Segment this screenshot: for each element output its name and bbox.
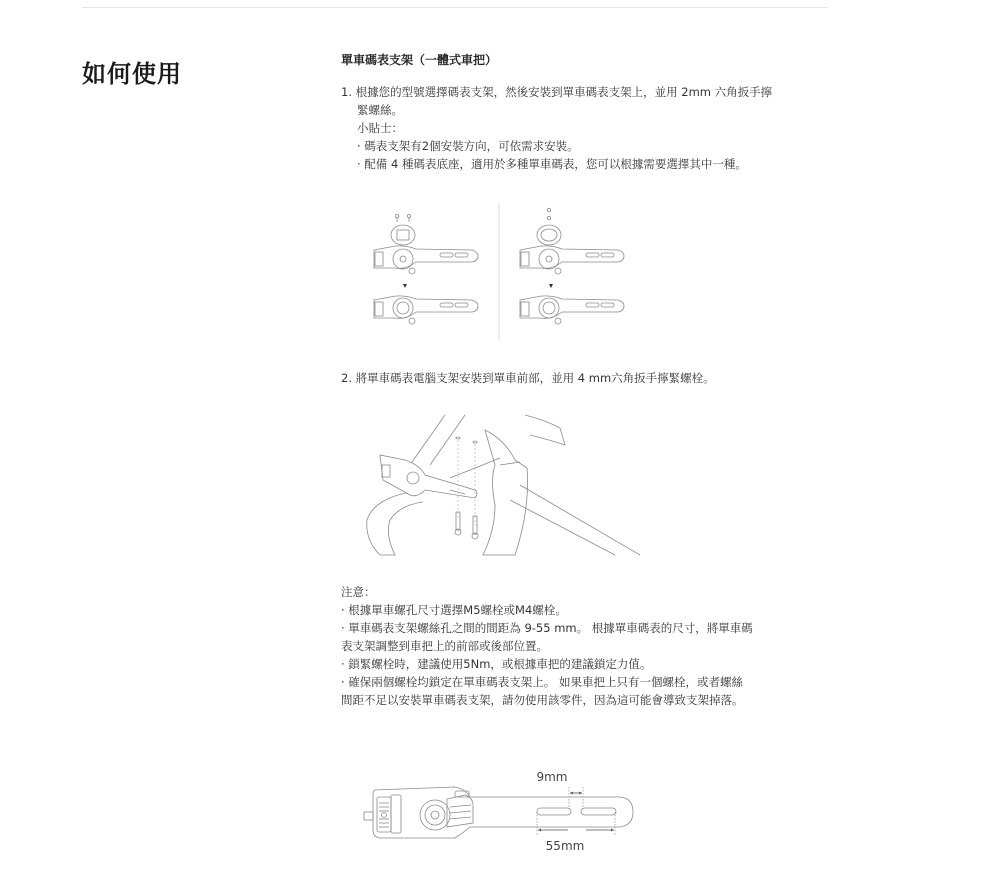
step-2-number: 2. [341, 371, 352, 385]
step-1 [341, 83, 772, 173]
section-title: 如何使用 [82, 60, 182, 88]
tip-item: · 配備 4 種碼表底座，適用於多種單車碼表，您可以根據需要選擇其中一種。 [357, 157, 747, 171]
tips-label: 小貼士： [357, 121, 403, 135]
note-line: · 單車碼表支架螺絲孔之間的間距為 9-55 mm。 根據單車碼表的尺寸，將單車碼 [341, 621, 753, 635]
product-subtitle: 單車碼表支架（一體式車把） [341, 53, 498, 67]
step-1-number: 1. [341, 85, 352, 99]
step-2-text: 將單車碼表電腦支架安裝到單車前部，並用 4 mm六角扳手擰緊螺栓。 [355, 371, 715, 385]
note-line: · 根據單車螺孔尺寸選擇M5螺栓或M4螺栓。 [341, 603, 567, 617]
orientation-a-illustration [374, 214, 478, 324]
top-divider [82, 7, 828, 8]
note-line: · 確保兩個螺栓均鎖定在單車碼表支架上。 如果車把上只有一個螺栓，或者螺絲 [341, 675, 743, 689]
note-line: 表支架調整到車把上的前部或後部位置。 [341, 639, 548, 653]
dimension-55mm-label: 55mm [545, 839, 585, 853]
mount-dimension-diagram [355, 765, 645, 860]
bike-front-installation-diagram [355, 410, 645, 565]
note-line: · 鎖緊螺栓時，建議使用5Nm，或根據車把的建議鎖定力值。 [341, 657, 652, 671]
step-1-text: 根據您的型號選擇碼表支架，然後安裝到單車碼表支架上，並用 2mm 六角扳手擰 [355, 85, 773, 99]
step-1-line-2: 緊螺絲。 [357, 103, 403, 117]
note-line: 間距不足以安裝單車碼表支架，請勿使用該零件，因為這可能會導致支架掉落。 [341, 693, 744, 707]
mount-assembly-diagram [360, 200, 650, 345]
step-1-line-1 [341, 83, 772, 101]
tip-item: · 碼表支架有2個安裝方向，可依需求安裝。 [357, 139, 579, 153]
dimension-9mm-label: 9mm [536, 770, 568, 784]
notes-block [341, 583, 753, 709]
step-2 [341, 369, 715, 387]
orientation-b-illustration [520, 208, 624, 324]
notes-label: 注意： [341, 585, 376, 599]
